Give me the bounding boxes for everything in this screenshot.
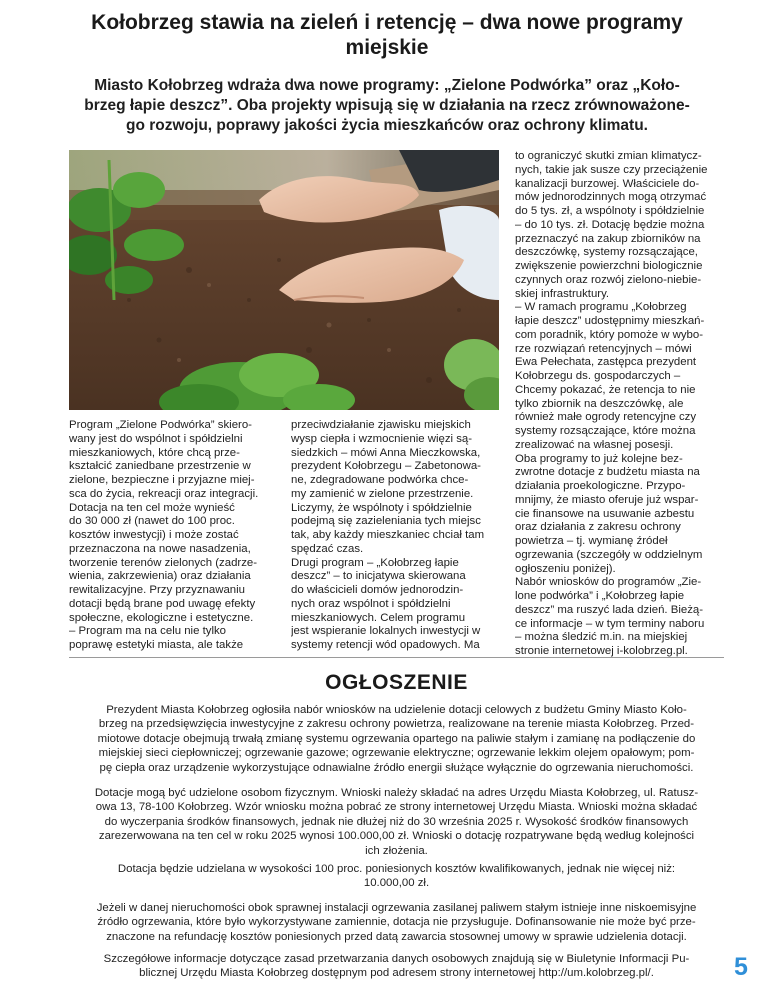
column-line: kształcić zaniedbane przestrzenie w	[69, 460, 251, 473]
column-line: – Program ma na celu nie tylko	[69, 625, 227, 638]
column-line: do właścicieli domów jednorodzin-	[291, 584, 464, 596]
column-line: sca do życia, rekreacji oraz integracji.	[69, 487, 259, 500]
column-line: skiej infrastruktury.	[515, 287, 610, 300]
gardening-photo	[69, 150, 499, 410]
column-line: com poradnik, który pomoże w wybo-	[515, 328, 704, 341]
column-line: – do 10 tys. zł. Dotację będzie można	[515, 218, 705, 231]
column-line: Ewa Pełechata, zastępca prezydent	[515, 356, 697, 369]
column-line: Program „Zielone Podwórka” skiero-	[69, 419, 252, 431]
announcement-line: 10.000,00 zł.	[363, 877, 430, 890]
column-line: do 30 000 zł (nawet do 100 proc.	[69, 515, 235, 528]
announcement-line: Szczegółowe informacje dotyczące zasad przetwarzania danych osobowych znajdują się w Biuletynie Informacji Pu-	[103, 953, 690, 965]
announcement-line: owa 13, 78-100 Kołobrzeg. Wzór wniosku można pobrać ze strony internetowej Urzędu Miasta. Wnioski można składać	[95, 801, 698, 814]
column-line: zielone, bezpieczne i przyjazne miej-	[69, 474, 255, 486]
column-line: my zamienić w zielone przestrzenie.	[291, 487, 474, 500]
announcement-line: Prezydent Miasta Kołobrzeg ogłosiła nabór wniosków na udzielenie dotacji celowych z budżetu Gminy Miasto Koło-	[106, 704, 687, 716]
announcement-heading: OGŁOSZENIE	[325, 671, 468, 694]
article-lead	[70, 76, 704, 136]
column-line: rewitalizacyjne. Przy przyznawaniu	[69, 584, 245, 596]
announcement-line: źródło ogrzewania, które było wykorzystywane zamiennie, dotacja nie przysługuje. Dofinansowanie nie może być prze-	[97, 916, 696, 929]
announcement-paragraph	[69, 703, 724, 775]
column-line: nych oraz wspólnot i spółdzielni	[291, 597, 451, 610]
column-line: przeznaczyć na zakup zbiorników na	[515, 232, 701, 245]
announcement-line: Jeżeli w danej nieruchomości obok sprawnej instalacji ogrzewania zasilanej paliwem stałym istnieje inne niskoemisyjne	[96, 902, 697, 914]
announcement-line: miotowe dotacje obejmują trwałą zmianę systemu ogrzewania opartego na paliwie stałym i zamianę na podłączenie do	[97, 732, 696, 745]
column-line: Drugi program – „Kołobrzeg łapie	[291, 556, 459, 569]
column-line: zwiększenie powierzchni biologicznie	[515, 260, 703, 272]
column-line: deszcz” ma ruszyć lada dzień. Bieżą-	[515, 603, 704, 616]
column-line: spędzać czas.	[291, 542, 364, 555]
column-line: tylko zbiornik na deszczówkę, ale	[515, 397, 684, 410]
column-line: jest wspieranie lokalnych inwestycji w	[291, 625, 481, 638]
announcement-line: do wyczerpania środków finansowych, jednak nie dłużej niż do 30 września 2025 r. Wysokość środków finansowych	[104, 815, 689, 828]
column-line: wysp ciepła i wzmocnienie więzi są-	[291, 432, 473, 445]
column-line: zwrotne dotacje z budżetu miasta na	[515, 466, 700, 479]
column-line: wienia, zakrzewienia) oraz działania	[69, 570, 251, 583]
column-line: wany jest do wspólnot i spółdzielni	[69, 432, 243, 445]
column-line: również małe ogrody retencyjne czy	[515, 411, 697, 424]
column-line: Liczymy, że wspólnoty i spółdzielnie	[291, 501, 472, 514]
announcement-line: ich złożenia.	[365, 844, 428, 857]
column-line: cie finansowe na usuwanie azbestu	[515, 507, 695, 520]
announcement-paragraph	[69, 786, 724, 858]
lead-line: go rozwoju, poprawy jakości życia mieszkańców oraz ochrony klimatu.	[126, 117, 648, 134]
announcement-paragraph	[69, 901, 724, 944]
column-line: mów jednorodzinnych mogą otrzymać	[515, 191, 707, 204]
column-line: ne, zdegradowane podwórka chce-	[291, 474, 469, 486]
column-line: deszczówkę, systemy rozsączające,	[515, 246, 698, 259]
column-line: mieszkaniowych, które chcą prze-	[69, 446, 240, 459]
announcement-line: zarezerwowana na ten cel w roku 2025 wynosi 100.000,00 zł. Wnioski o dotację rozpatrywane będą według kolejności	[98, 830, 695, 843]
article-title	[60, 10, 714, 60]
announcement-line: Dotacje mogą być udzielone osobom fizycznym. Wnioski należy składać na adres Urzędu Miasta Kołobrzeg, ul. Ratusz-	[94, 787, 699, 799]
column-line: Nabór wniosków do programów „Zie-	[515, 576, 702, 589]
column-line: siedzkich – mówi Anna Mieczkowska,	[291, 446, 481, 459]
article-column-2	[291, 419, 499, 653]
article-column-1	[69, 419, 277, 653]
announcement-line: Dotacja będzie udzielana w wysokości 100 proc. poniesionych kosztów kwalifikowanych, jednak nie więcej niż:	[117, 863, 676, 875]
article-column-3	[515, 150, 727, 659]
column-line: – W ramach programu „Kołobrzeg	[515, 301, 687, 314]
column-line: działania proekologiczne. Przypo-	[515, 480, 686, 492]
column-line: ogrzewania (szczegóły w oddzielnym	[515, 548, 703, 561]
column-line: mnijmy, że miasto oferuje już wspar-	[515, 493, 699, 506]
column-line: rze rozwiązań retencyjnych – mówi	[515, 342, 692, 355]
column-line: mieszkaniowych. Celem programu	[291, 611, 466, 624]
announcement-line: znaczone na refundację kosztów poniesionych przed datą zawarcia stosownej umowy w sprawie udzielenia dotacji.	[106, 930, 687, 943]
column-line: tworzenie terenów zielonych (zadrze-	[69, 556, 258, 569]
title-line: Kołobrzeg stawia na zieleń i retencję – dwa nowe programy	[91, 11, 683, 34]
column-line: deszcz” – to inicjatywa skierowana	[291, 570, 466, 583]
announcement-paragraph	[69, 952, 724, 981]
column-line: systemy retencji wód opadowych. Ma	[291, 639, 480, 651]
column-line: ce informacje – w tym terminy naboru	[515, 617, 705, 630]
column-line: do 5 tys. zł, a wspólnoty i spółdzielnie	[515, 205, 705, 217]
column-line: tak, aby każdy mieszkaniec chciał tam	[291, 529, 485, 541]
section-divider	[69, 657, 724, 658]
column-line: nych, takie jak susze czy przeciążenie	[515, 163, 708, 176]
column-line: Oba programy to już kolejne bez-	[515, 452, 683, 465]
column-line: przeznaczona na nowe nasadzenia,	[69, 542, 251, 555]
column-line: poprawę estetyki miasta, ale także	[69, 639, 244, 651]
column-line: Kołobrzegu ds. gospodarczych –	[515, 370, 681, 382]
lead-line: Miasto Kołobrzeg wdraża dwa nowe programy: „Zielone Podwórka” oraz „Koło-	[94, 77, 680, 94]
column-line: – można śledzić m.in. na miejskiej	[515, 631, 688, 644]
column-line: oraz działania z zakresu ochrony	[515, 521, 681, 534]
lead-line: brzeg łapie deszcz”. Oba projekty wpisują się w działania na rzecz zrównoważone-	[84, 97, 690, 114]
announcement-line: blicznej Urzędu Miasta Kołobrzeg dostępnym pod adresem strony internetowej http://um.kolobrzeg.pl/.	[139, 967, 654, 980]
title-line: miejskie	[345, 36, 429, 59]
announcement-line: brzeg na przedsięwzięcia inwestycyjne z zakresu ochrony powietrza, realizowane na terenie miasta Kołobrzeg. Przed-	[98, 718, 695, 731]
column-line: dotacji będą brane pod uwagę efekty	[69, 597, 256, 610]
column-line: podejmą się zazieleniania tych miejsc	[291, 515, 481, 528]
column-line: łapie deszcz” udostępnimy mieszkań-	[515, 315, 705, 327]
column-line: systemy rozsączające, które można	[515, 425, 696, 437]
column-line: lone podwórka” i „Kołobrzeg łapie	[515, 590, 685, 602]
page-number: 5	[734, 953, 748, 981]
column-line: czynnych oraz rozwój zielono-niebie-	[515, 273, 702, 286]
column-line: kosztów inwestycji) i może zostać	[69, 529, 239, 541]
column-line: przeciwdziałanie zjawisku miejskich	[291, 419, 471, 431]
announcement-line: miejskiej sieci ciepłowniczej; ogrzewanie gazowe; ogrzewanie elektryczne; ogrzewanie lekkim olejem opałowym; pom-	[98, 747, 695, 760]
column-line: stronie internetowej i-kolobrzeg.pl.	[515, 645, 688, 657]
announcement-paragraph	[69, 862, 724, 891]
column-line: Chcemy pokazać, że retencja to nie	[515, 383, 696, 396]
announcement-line: pę ciepła oraz urządzenie wykorzystujące odnawialne źródło energii służące wyłącznie do ogrzewania nieruchomości.	[99, 761, 694, 774]
column-line: społeczne, ekologiczne i estetyczne.	[69, 611, 254, 624]
column-line: zrealizować na własnej posesji.	[515, 438, 674, 451]
column-line: Dotacja na ten cel może wynieść	[69, 501, 235, 514]
column-line: ogłoszeniu poniżej).	[515, 562, 616, 575]
column-line: prezydent Kołobrzegu – Zabetonowa-	[291, 460, 481, 473]
column-line: kanalizacji burzowej. Właściciele do-	[515, 177, 700, 190]
column-line: to ograniczyć skutki zmian klimatycz-	[515, 150, 702, 162]
column-line: powietrza – tj. wymianę źródeł	[515, 535, 668, 547]
